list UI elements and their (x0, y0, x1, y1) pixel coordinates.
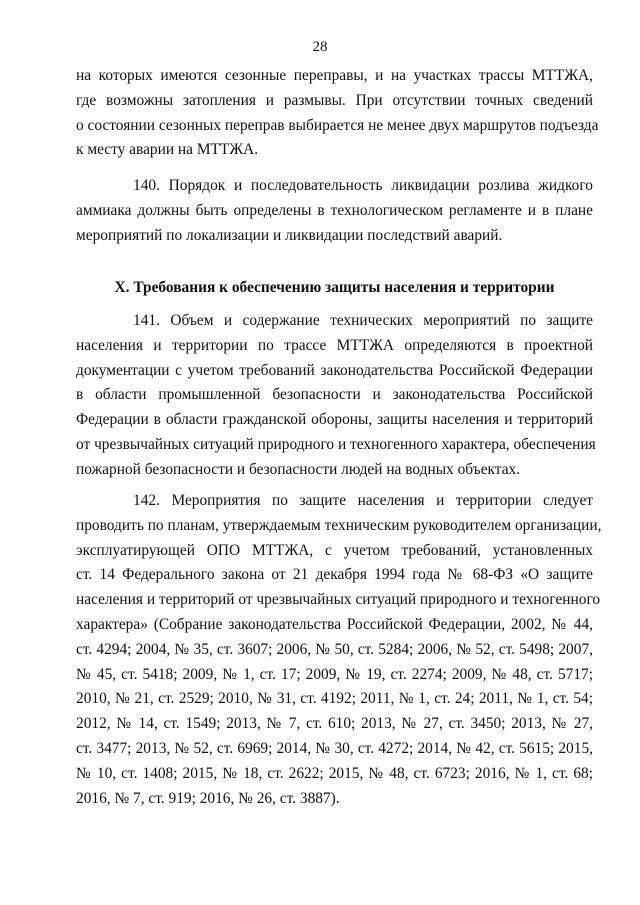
page-number: 28 (312, 39, 328, 55)
text-line: 2010, № 21, ст. 2529; 2010, № 31, ст. 4192; 2011, № 1, ст. 24; 2011, № 1, ст. 54; (76, 690, 593, 708)
text-line: населения и территорий от чрезвычайных ситуаций природного и техногенного (76, 591, 601, 609)
text-line: № 10, ст. 1408; 2015, № 18, ст. 2622; 2015, № 48, ст. 6723; 2016, № 1, ст. 68; (76, 764, 593, 782)
text-line: № 45, ст. 5418; 2009, № 1, ст. 17; 2009, № 19, ст. 2274; 2009, № 48, ст. 5717; (76, 665, 593, 683)
text-line: к месту аварии на МТТЖА. (76, 141, 259, 159)
paragraph-141 (76, 309, 596, 483)
text-line: 140. Порядок и последовательность ликвидации розлива жидкого (133, 177, 593, 194)
continuation-paragraph (76, 64, 599, 163)
text-line: пожарной безопасности и безопасности людей на водных объектах. (76, 460, 521, 478)
text-line: ст. 14 Федерального закона от 21 декабря 1994 года № 68-ФЗ «О защите (76, 566, 593, 584)
paragraph-142 (76, 489, 602, 811)
text-line: 141. Объем и содержание технических мероприятий по защите (133, 312, 593, 329)
text-line: 142. Мероприятия по защите населения и территории следует (133, 492, 593, 509)
text-line: проводить по планам, утверждаемым техническим руководителем организации, (76, 516, 602, 534)
text-line: от чрезвычайных ситуаций природного и техногенного характера, обеспечения (76, 435, 596, 453)
text-line: эксплуатирующей ОПО МТТЖА, с учетом требований, установленных (76, 541, 593, 559)
section-heading: X. Требования к обеспечению защиты населения и территории (114, 279, 555, 296)
text-line: о состоянии сезонных переправ выбирается не менее двух маршрутов подъезда (76, 116, 599, 134)
paragraph-140 (76, 174, 593, 248)
text-line: где возможны затопления и размывы. При отсутствии точных сведений (76, 91, 593, 109)
text-line: ст. 4294; 2004, № 35, ст. 3607; 2006, № 50, ст. 5284; 2006, № 52, ст. 5498; 2007, (76, 640, 593, 658)
text-line: на которых имеются сезонные переправы, и на участках трассы МТТЖА, (76, 67, 593, 84)
text-line: документации с учетом требований законодательства Российской Федерации (76, 361, 593, 379)
text-line: ст. 3477; 2013, № 52, ст. 6969; 2014, № 30, ст. 4272; 2014, № 42, ст. 5615; 2015, (76, 739, 593, 757)
text-line: 2012, № 14, ст. 1549; 2013, № 7, ст. 610; 2013, № 27, ст. 3450; 2013, № 27, (76, 715, 593, 733)
text-line: населения и территории по трассе МТТЖА определяются в проектной (76, 336, 593, 354)
text-line: характера» (Собрание законодательства Российской Федерации, 2002, № 44, (76, 615, 593, 633)
text-line: мероприятий по локализации и ликвидации последствий аварий. (76, 226, 503, 244)
text-line: в области промышленной безопасности и законодательства Российской (76, 386, 593, 404)
text-line: аммиака должны быть определены в технологическом регламенте и в плане (76, 201, 593, 219)
text-line: Федерации в области гражданской обороны, защиты населения и территорий (76, 411, 593, 429)
text-line: 2016, № 7, ст. 919; 2016, № 26, ст. 3887). (76, 789, 340, 807)
